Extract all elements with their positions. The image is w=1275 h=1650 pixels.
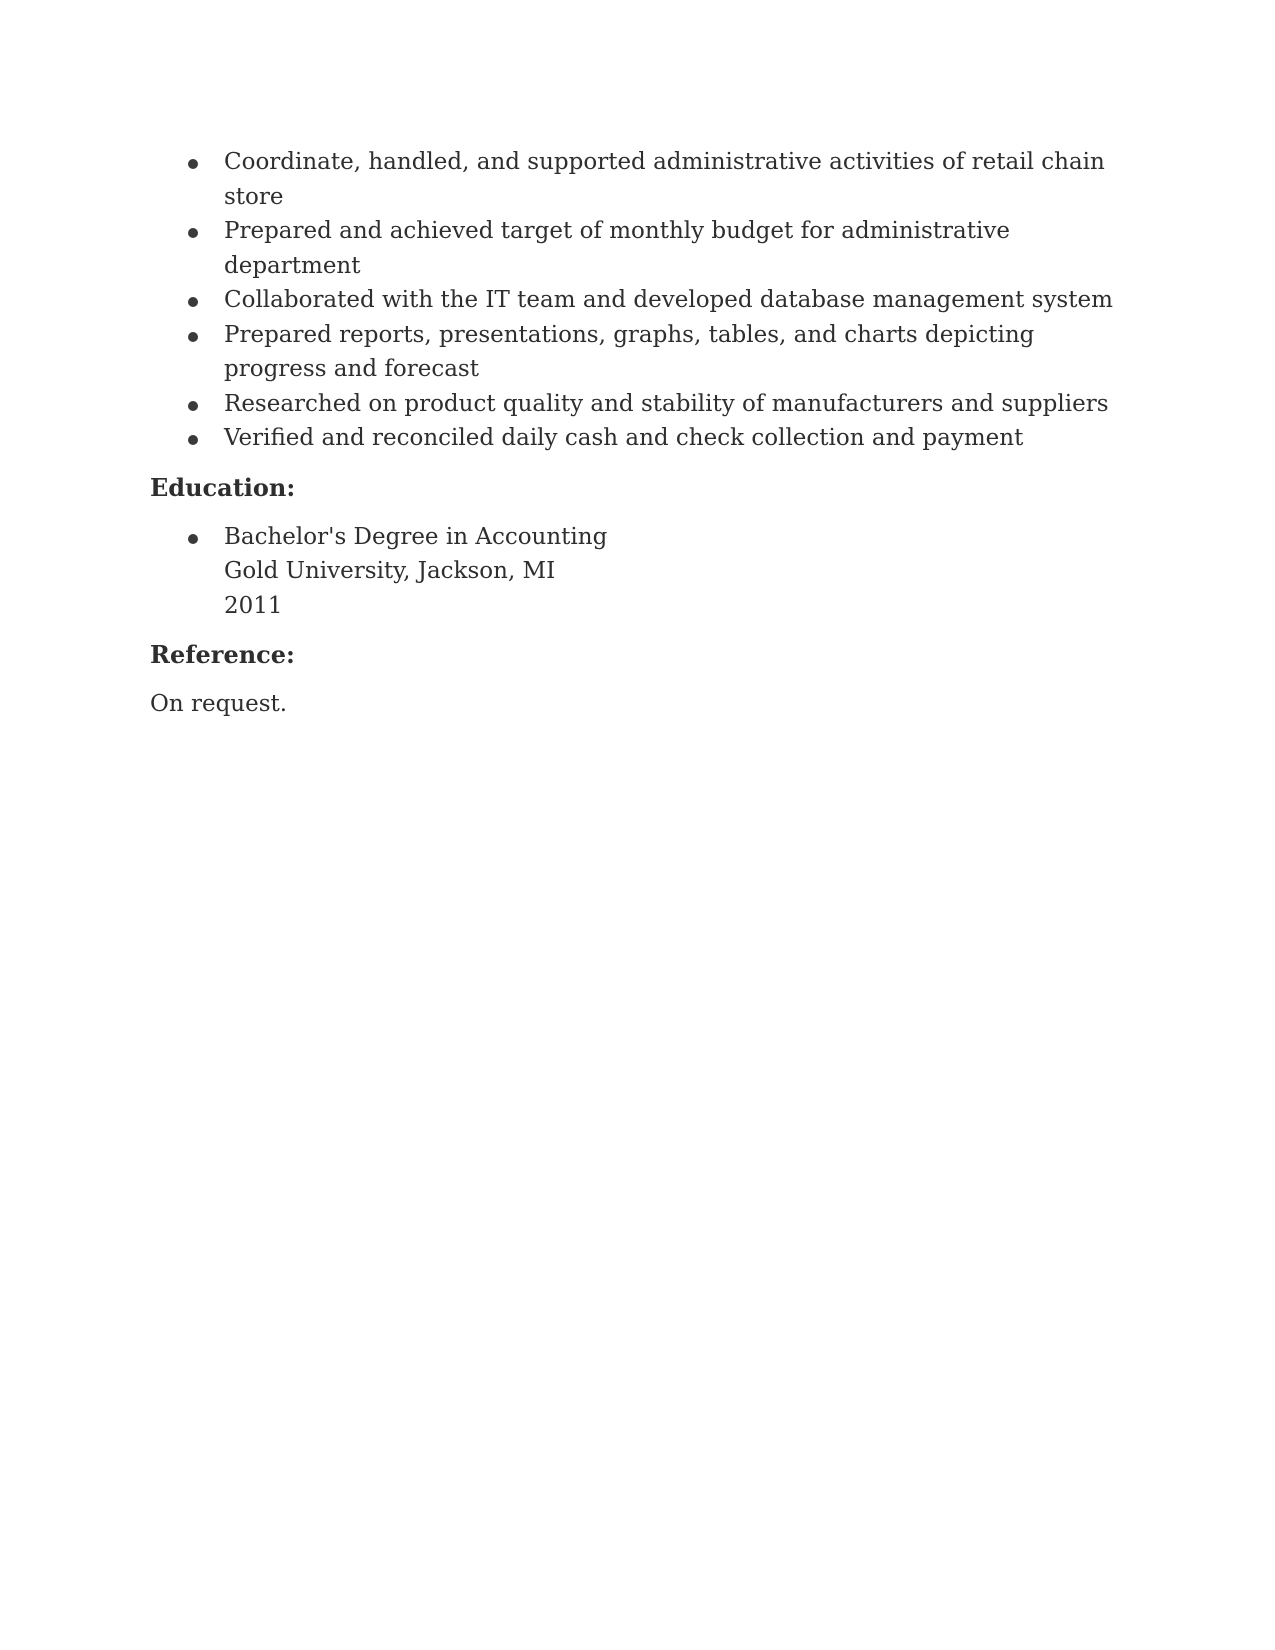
bullet-icon <box>188 159 198 169</box>
experience-bullet-list <box>150 145 1130 456</box>
document-content <box>150 145 1130 721</box>
bullet-icon <box>188 401 198 411</box>
list-item <box>150 318 1130 387</box>
education-degree: Bachelor's Degree in Accounting <box>224 523 608 550</box>
reference-heading: Reference: <box>150 640 295 669</box>
education-entry <box>150 520 1130 624</box>
bullet-icon <box>188 332 198 342</box>
education-heading: Education: <box>150 472 296 502</box>
bullet-text: Coordinate, handled, and supported administrative activities of retail chain store <box>224 149 1105 210</box>
bullet-text: Collaborated with the IT team and developed database management system <box>224 287 1113 313</box>
bullet-icon <box>188 228 198 238</box>
bullet-icon <box>188 297 198 307</box>
bullet-text: Researched on product quality and stability of manufacturers and suppliers <box>224 390 1109 417</box>
bullet-icon <box>188 534 198 544</box>
list-item <box>150 421 1130 456</box>
bullet-text: Prepared reports, presentations, graphs, tables, and charts depicting progress and forecast <box>224 321 1035 382</box>
education-year: 2011 <box>224 592 283 619</box>
education-school: Gold University, Jackson, MI <box>224 558 556 584</box>
list-item <box>150 145 1130 214</box>
reference-text: On request. <box>150 691 288 717</box>
education-bullet-list <box>150 520 1130 624</box>
list-item <box>150 387 1130 422</box>
bullet-text: Prepared and achieved target of monthly budget for administrative department <box>224 218 1010 279</box>
bullet-text: Verified and reconciled daily cash and check collection and payment <box>224 425 1024 451</box>
list-item <box>150 283 1130 318</box>
bullet-icon <box>188 435 198 445</box>
list-item <box>150 214 1130 283</box>
